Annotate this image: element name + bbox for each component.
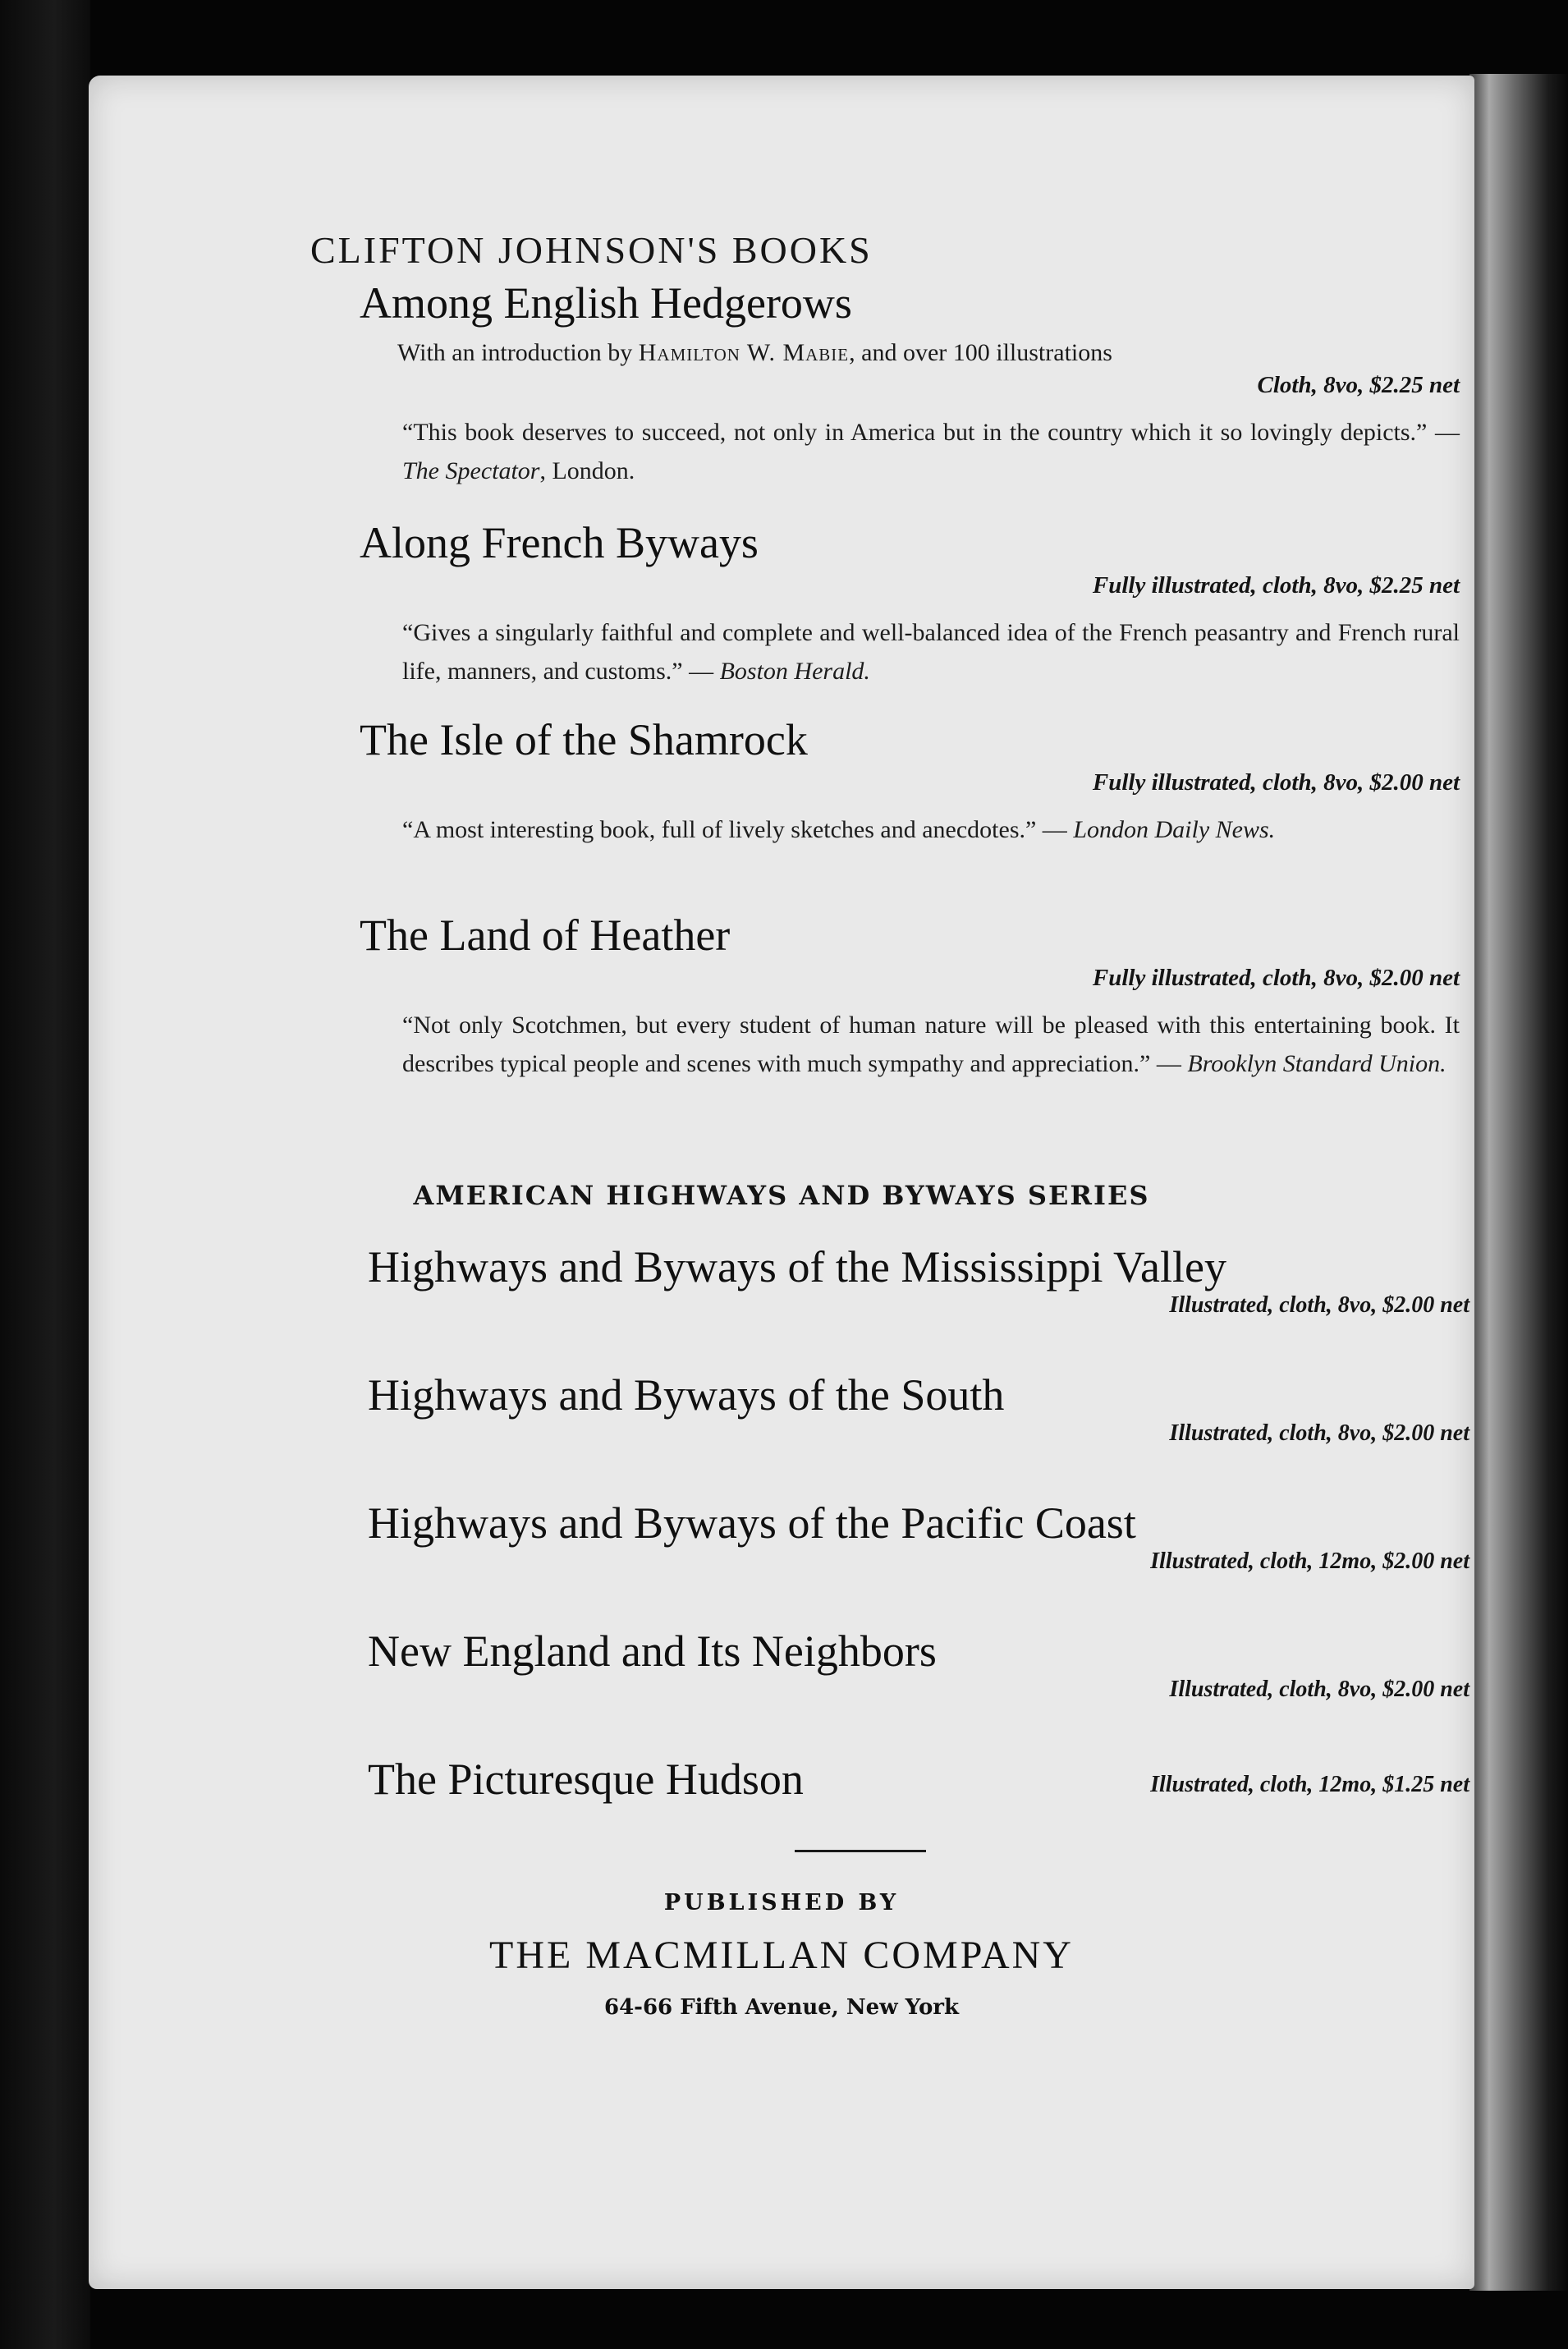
list-item [368, 1241, 1478, 1369]
series-book-price: Illustrated, cloth, 12mo, $2.00 net [1150, 1548, 1469, 1574]
series-book-price: Illustrated, cloth, 8vo, $2.00 net [1169, 1677, 1469, 1702]
scan-background-left [0, 0, 90, 2349]
book-review-quote [402, 1007, 1460, 1083]
quote-text: “Gives a singularly faithful and complete and well-balanced idea of the French peasantry and French rural life, manners, and customs.” — [402, 619, 1460, 685]
book-page [89, 76, 1474, 2289]
series-book-price: Illustrated, cloth, 12mo, $1.25 net [1150, 1772, 1469, 1797]
book-price: Fully illustrated, cloth, 8vo, $2.25 net [1092, 572, 1460, 599]
series-heading: CLIFTON JOHNSON'S BOOKS [310, 229, 873, 271]
quote-source: Brooklyn Standard Union. [1187, 1049, 1447, 1077]
book-title: The Isle of the Shamrock [360, 715, 808, 764]
intro-author-name: Hamilton W. Mabie [638, 339, 850, 367]
page-content [89, 76, 1474, 2289]
book-price: Fully illustrated, cloth, 8vo, $2.00 net [1092, 769, 1460, 796]
list-item [368, 1498, 1478, 1626]
intro-suffix: , and over 100 illustrations [849, 339, 1112, 367]
quote-source: The Spectator [402, 456, 540, 484]
american-series-list [368, 1241, 1478, 1882]
series-book-title: Highways and Byways of the South [368, 1370, 1005, 1420]
book-intro [397, 339, 1468, 367]
quote-text: “A most interesting book, full of lively sketches and anecdotes.” — [402, 816, 1067, 844]
book-entry-isle-of-the-shamrock [360, 716, 1468, 850]
list-item [368, 1626, 1478, 1754]
intro-prefix: With an introduction by [397, 339, 633, 367]
list-item [368, 1754, 1478, 1882]
book-title: Among English Hedgerows [360, 278, 852, 328]
series-book-price: Illustrated, cloth, 8vo, $2.00 net [1169, 1420, 1469, 1446]
book-entry-among-english-hedgerows [360, 279, 1468, 490]
list-item [368, 1369, 1478, 1498]
book-price: Fully illustrated, cloth, 8vo, $2.00 net [1092, 965, 1460, 992]
publisher-name: THE MACMILLAN COMPANY [489, 1934, 1074, 1977]
book-title: Along French Byways [360, 518, 759, 567]
series-book-title: Highways and Byways of the Pacific Coast [368, 1498, 1136, 1548]
series-book-title: Highways and Byways of the Mississippi Valley [368, 1242, 1226, 1291]
book-entry-land-of-heather [360, 911, 1468, 1083]
series-book-price: Illustrated, cloth, 8vo, $2.00 net [1169, 1292, 1469, 1318]
quote-source: London Daily News. [1073, 816, 1276, 844]
book-review-quote [402, 414, 1460, 490]
quote-source: Boston Herald. [719, 657, 870, 685]
published-by-label: PUBLISHED BY [663, 1890, 900, 1915]
american-series-heading: AMERICAN HIGHWAYS AND BYWAYS SERIES [413, 1180, 1150, 1211]
series-book-title: The Picturesque Hudson [368, 1755, 804, 1804]
series-book-title: New England and Its Neighbors [368, 1626, 937, 1676]
publisher-address: 64-66 Fifth Avenue, New York [603, 1995, 959, 2020]
book-entry-along-french-byways [360, 519, 1468, 690]
quote-source-suffix: , London. [539, 456, 635, 484]
book-review-quote [402, 811, 1460, 850]
book-review-quote [402, 614, 1460, 690]
book-spine-edge [1469, 74, 1568, 2291]
quote-text: “Not only Scotchmen, but every student of human nature will be pleased with this entertaining book. It describes typical people and scenes with much sympathy and appreciation.” — [402, 1012, 1460, 1077]
quote-text: “This book deserves to succeed, not only in America but in the country which it so lovingly depicts.” — [402, 419, 1460, 447]
divider-rule [795, 1850, 926, 1852]
book-price: Cloth, 8vo, $2.25 net [1257, 372, 1460, 399]
book-title: The Land of Heather [360, 911, 731, 960]
